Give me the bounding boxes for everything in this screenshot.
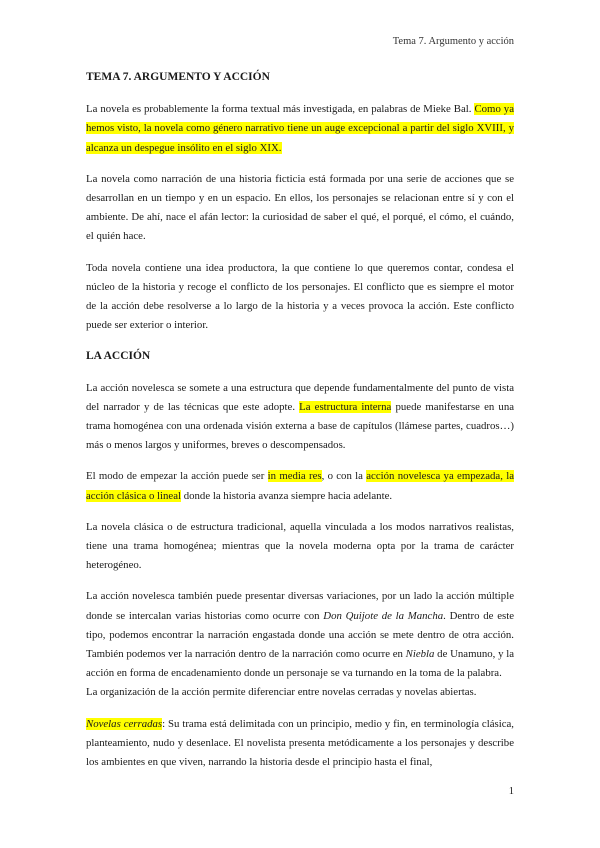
text-run: , o con la [321, 470, 367, 483]
highlighted-term: Novelas cerradas [86, 717, 163, 730]
paragraph-variations [86, 587, 514, 683]
page-number: 1 [508, 786, 514, 797]
book-title: Niebla [405, 648, 435, 661]
highlighted-text: in media res [267, 470, 322, 483]
text-run: de Unamuno, y la acción en forma de encadenamiento donde un personaje se va turnando en la toma de la palabra. [86, 648, 514, 680]
book-title: Don Quijote de la Mancha [323, 609, 444, 622]
text-run: La novela es probablemente la forma textual más investigada, en palabras de Mieke Bal. [86, 103, 475, 116]
paragraph-intro [86, 100, 514, 158]
paragraph-structure [86, 379, 514, 456]
highlighted-text: La estructura interna [299, 400, 392, 413]
text-run: La acción novelesca también puede presentar diversas variaciones, por un lado la acción múltiple donde se intercalan varias historias como ocurre con [86, 590, 514, 622]
paragraph-classic-modern: La novela clásica o de estructura tradicional, aquella vinculada a los modos narrativos realistas, tiene una trama homogénea; mientras que la novela moderna opta por la trama de carácter heterogéneo. [86, 520, 514, 572]
highlighted-text: la acción clásica o lineal [86, 470, 514, 502]
text-run: : Su trama está delimitada con un principio, medio y fin, en terminología clásica, planteamiento, nudo y desenlace. El novelista presenta metódicamente a los personajes y describe los ambientes en que viven, narrando la historia desde el principio hasta el final, [86, 717, 514, 769]
paragraph-closed-novels [86, 715, 514, 773]
text-run: El modo de empezar la acción puede ser [86, 470, 268, 483]
paragraph-idea-productora: Toda novela contiene una idea productora, la que contiene lo que queremos contar, condesa el núcleo de la historia y recoge el conflicto de los personajes. El conflicto que es siempre el motor de la acción debe resolverse a lo largo de la historia y a veces provoca la acción. Este conflicto puede ser exterior o interior. [86, 261, 514, 332]
text-run: puede manifestarse en una trama homogénea con una ordenada visión externa a base de capítulos (llámese partes, cuadros…) más o menos largos y uniformes, breves o descompensados. [86, 400, 515, 452]
highlighted-text: , [500, 470, 507, 483]
text-run: . Dentro de este tipo, podemos encontrar la narración engastada donde una acción se mete dentro de otra acción. También podemos ver la narración dentro de la narración como ocurre en [86, 609, 514, 661]
text-run: La acción novelesca se somete a una estructura que depende fundamentalmente del punto de vista del narrador y de las técnicas que este adopte. [86, 381, 514, 413]
highlighted-text: acción novelesca ya empezada [366, 470, 501, 483]
document-body [86, 68, 514, 784]
paragraph-narration: La novela como narración de una historia ficticia está formada por una serie de acciones que se desarrollan en un tiempo y en un espacio. En ellos, los personajes se relacionan entre sí y con el ambiente. De ahí, nace el afán lector: la curiosidad de saber el qué, el porqué, el cómo, el cuándo, el quién hace. [86, 172, 514, 243]
running-header: Tema 7. Argumento y acción [392, 36, 514, 47]
section-heading: LA ACCIÓN [86, 350, 151, 363]
highlighted-text: Como ya hemos visto, la novela como género narrativo tiene un auge excepcional a partir del siglo XVIII, y alcanza un despegue insólito en el siglo XIX. [86, 103, 514, 154]
text-run: donde la historia avanza siempre hacia adelante. [181, 489, 393, 502]
paragraph-start-modes [86, 467, 514, 505]
paragraph-organization: La organización de la acción permite diferenciar entre novelas cerradas y novelas abiertas. [86, 686, 477, 699]
chapter-title: TEMA 7. ARGUMENTO Y ACCIÓN [86, 71, 270, 83]
